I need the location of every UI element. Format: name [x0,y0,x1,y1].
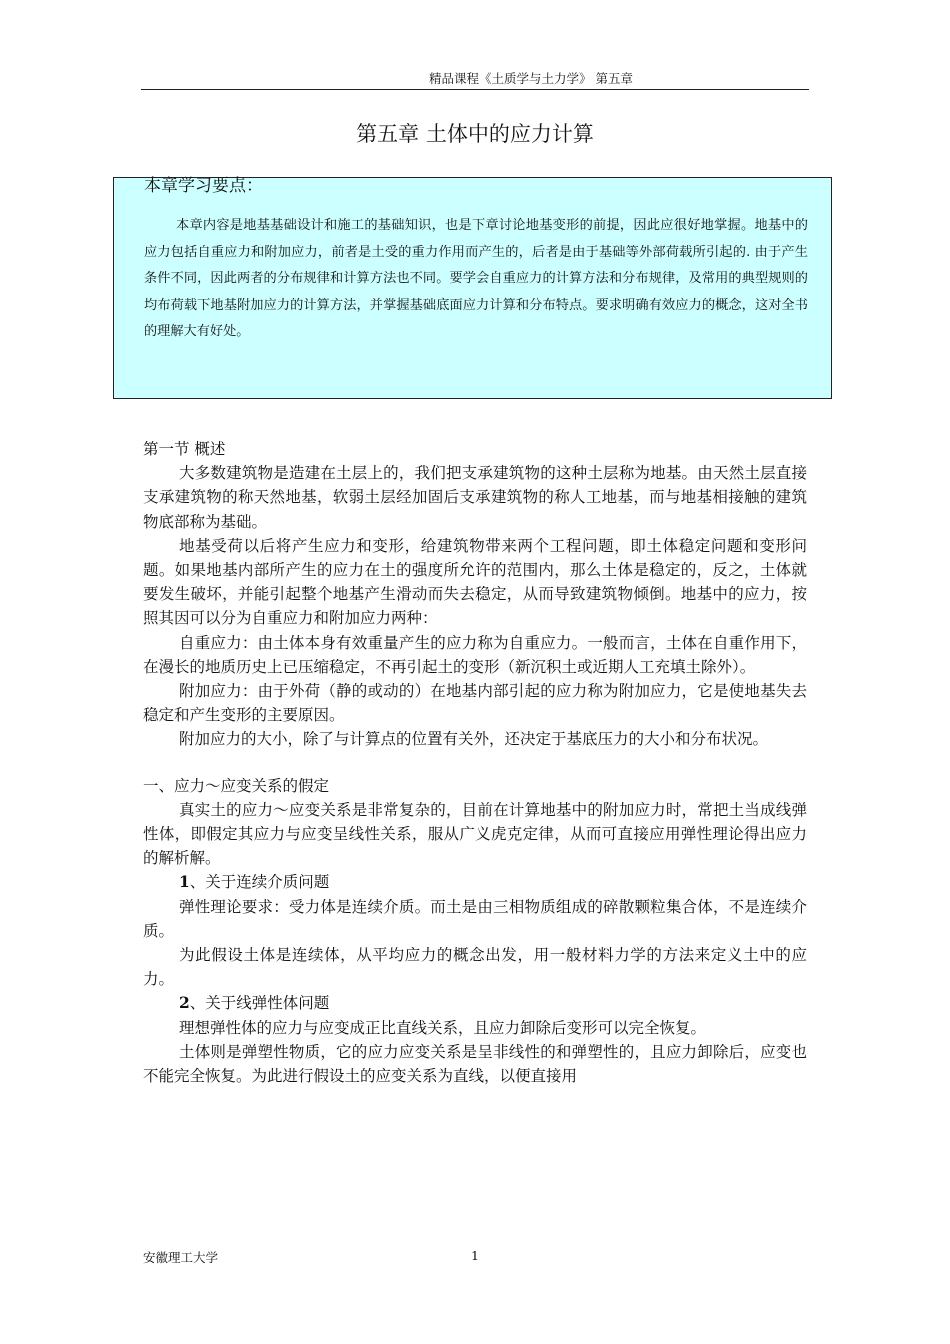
item-number: 1 [179,872,190,892]
numbered-heading [143,991,807,1015]
paragraph: 弹性理论要求：受力体是连续介质。而土是由三相物质组成的碎散颗粒集合体，不是连续介质。 [143,897,807,940]
paragraph: 为此假设土体是连续体，从平均应力的概念出发，用一般材料力学的方法来定义土中的应力。 [143,946,807,989]
running-header [141,70,809,90]
key-points-body: 本章内容是地基基础设计和施工的基础知识，也是下章讨论地基变形的前提，因此应很好地掌握。地基中的应力包括自重应力和附加应力，前者是土受的重力作用而产生的，后者是由于基础等外部荷载所引起的. 由于产生条件不同，因此两者的分布规律和计算方法也不同。要学会自重应力的计算方法和分布规律，及常用的典型规则的均布荷载下地基附加应力的计算方法，并掌握基础底面应力计算和分布特点。要求明确有效应力的概念，这对全书的理解大有好处。 [144,218,808,339]
paragraph: 地基受荷以后将产生应力和变形，给建筑物带来两个工程问题，即土体稳定问题和变形问题。如果地基内部所产生的应力在土的强度所允许的范围内，那么土体是稳定的，反之，土体就要发生破坏，并能引起整个地基产生滑动而失去稳定，从而导致建筑物倾倒。地基中的应力，按照其因可以分为自重应力和附加应力两种： [143,536,807,628]
running-header-text: 精品课程《土质学与土力学》 第五章 [429,71,633,86]
main-content [143,437,807,1088]
paragraph: 附加应力：由于外荷（静的或动的）在地基内部引起的应力称为附加应力，它是使地基失去稳定和产生变形的主要原因。 [143,682,807,725]
paragraph: 附加应力的大小，除了与计算点的位置有关外，还决定于基底压力的大小和分布状况。 [179,730,769,749]
subsection-heading: 一、应力～应变关系的假定 [143,776,330,795]
key-points-heading: 本章学习要点： [144,176,263,196]
footer-institution: 安徽理工大学 [143,1250,219,1265]
item-number: 2 [179,993,190,1013]
paragraph: 自重应力：由土体本身有效重量产生的应力称为自重应力。一般而言，土体在自重作用下，在漫长的地质历史上已压缩稳定，不再引起土的变形（新沉积土或近期人工充填土除外）。 [143,633,807,676]
spacer [143,752,807,774]
section-heading: 第一节 概述 [143,440,226,458]
key-points-box [113,177,832,399]
item-title: 、关于线弹性体问题 [189,994,330,1013]
paragraph: 大多数建筑物是造建在土层上的，我们把支承建筑物的这种土层称为地基。由天然土层直接支承建筑物的称天然地基，软弱土层经加固后支承建筑物的称人工地基，而与地基相接触的建筑物底部称为基础。 [143,464,807,531]
item-title: 、关于连续介质问题 [189,873,330,892]
page-number: 1 [471,1248,479,1263]
paragraph: 土体则是弹塑性物质，它的应力应变关系是呈非线性的和弹塑性的，且应力卸除后，应变也不能完全恢复。为此进行假设土的应变关系为直线，以便直接用 [143,1042,807,1086]
paragraph: 真实土的应力～应变关系是非常复杂的，目前在计算地基中的附加应力时，常把土当成线弹性体，即假定其应力与应变呈线性关系，服从广义虎克定律，从而可直接应用弹性理论得出应力的解析解。 [143,800,807,868]
paragraph: 理想弹性体的应力与应变成正比直线关系，且应力卸除后变形可以完全恢复。 [179,1018,707,1037]
numbered-heading [143,870,807,894]
chapter-title: 第五章 土体中的应力计算 [356,122,594,146]
